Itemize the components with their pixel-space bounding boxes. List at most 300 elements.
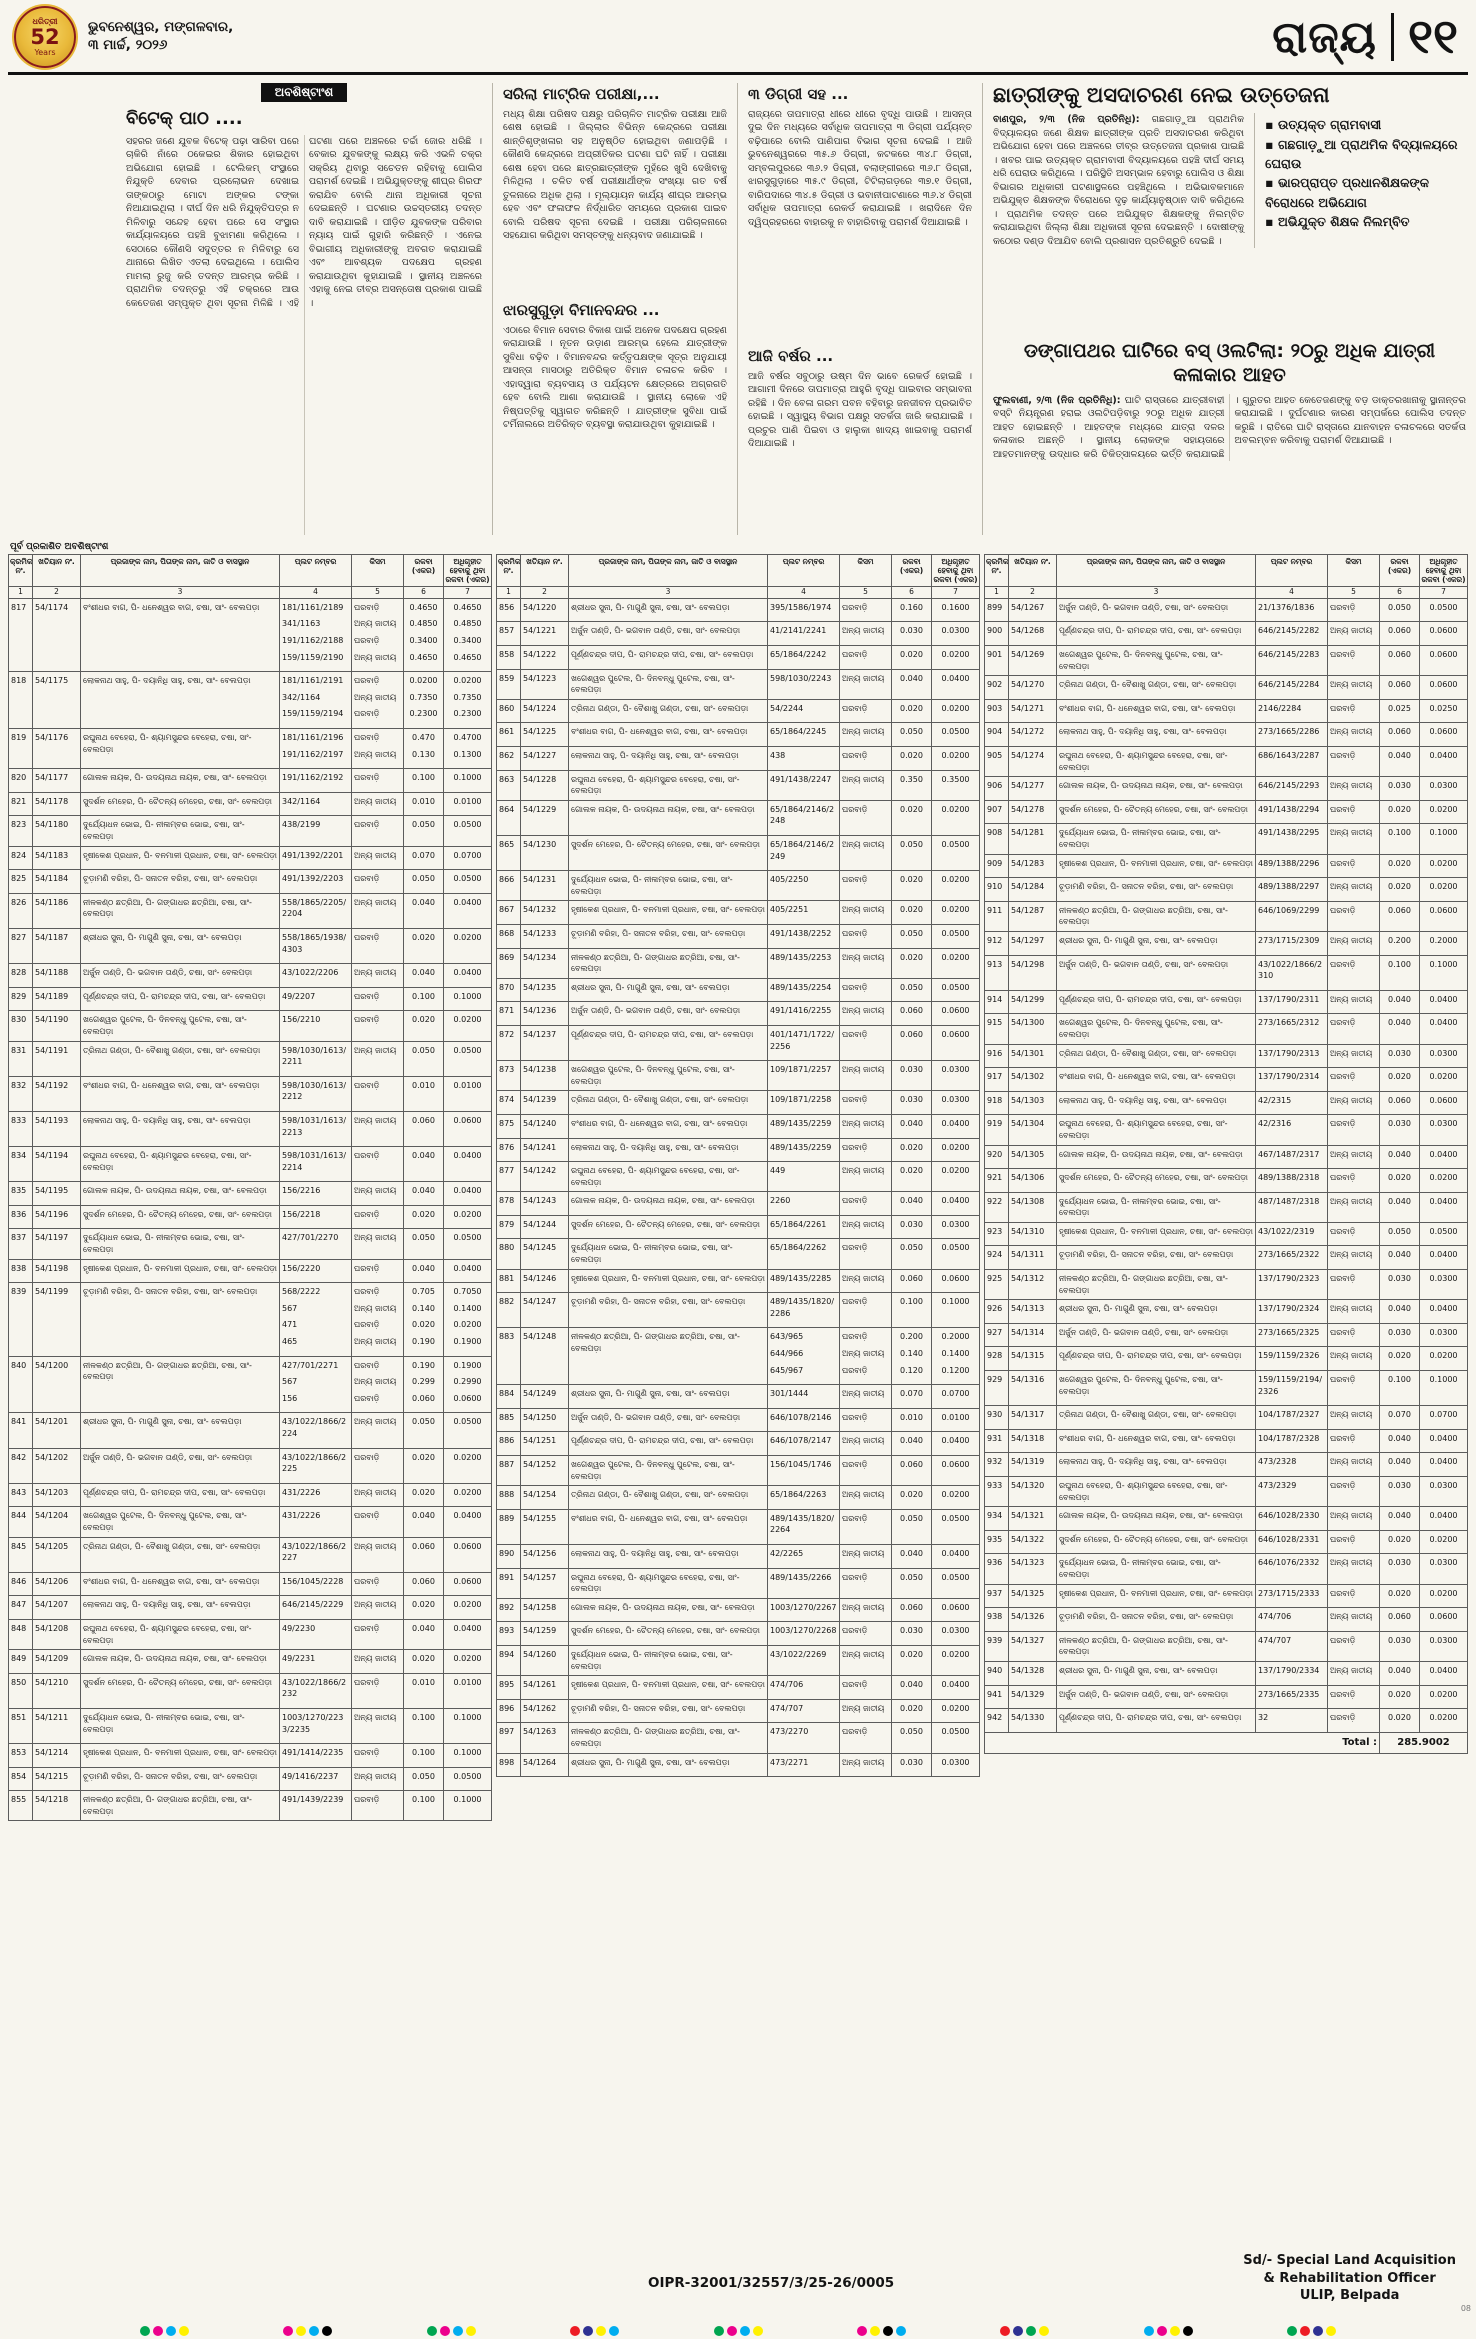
owner-name: ସୁଦର୍ଶନ ମେହେର, ପି- ଚୈତନ୍ୟ ମେହେର, ଚଷା, ସାଂ- ବେଲପଡ଼ା (81, 792, 280, 816)
acquired-area-acre: 0.0700 (444, 846, 492, 870)
owner-name: ଲୋକନାଥ ସାହୁ, ପି- ଦୟାନିଧି ସାହୁ, ଚଷା, ସାଂ- ବେଲପଡ଼ା (1057, 1091, 1256, 1115)
area-acre: 0.020 (404, 1011, 444, 1041)
owner-name: ତ୍ରିନାଥ ଗଣ୍ଡା, ପି- ବୈଶାଖୁ ଗଣ୍ଡା, ଚଷା, ସାଂ- ବେଲପଡ଼ା (569, 1486, 768, 1510)
serial-no: 933 (985, 1477, 1009, 1507)
serial-no: 845 (9, 1537, 33, 1572)
table-row (9, 1205, 492, 1229)
plot-no: 273/1665/2325 (1256, 1323, 1328, 1347)
khatiyan-no: 54/1304 (1009, 1115, 1057, 1145)
kisam: ଘରବାଡ଼ି (1328, 854, 1380, 878)
registration-dot-icon (1300, 2326, 1310, 2336)
area-acre: 0.100 (1380, 824, 1420, 854)
serial-no: 851 (9, 1708, 33, 1743)
owner-name: ଶ୍ରୀଧର ସୁନା, ପି- ମାଗୁଣି ସୁନା, ଚଷା, ସାଂ- ବେଲପଡ଼ା (81, 1413, 280, 1448)
plot-no: 1003/1270/2233/2235 (280, 1708, 352, 1743)
acquired-area-acre: 0.0400 (932, 1432, 980, 1456)
column-number: 7 (1420, 587, 1468, 599)
acquired-area-acre: 0.1600 (932, 598, 980, 622)
khatiyan-no: 54/1325 (1009, 1584, 1057, 1608)
khatiyan-no: 54/1249 (521, 1385, 569, 1409)
serial-no: 932 (985, 1453, 1009, 1477)
owner-name: ଶ୍ରୀଧର ସୁନା, ପି- ମାଗୁଣି ସୁନା, ଚଷା, ସାଂ- ବେଲପଡ଼ା (81, 928, 280, 963)
kisam: ଘରବାଡ଼ି (1328, 800, 1380, 824)
plot-no: 646/1069/2299 (1256, 901, 1328, 931)
area-acre: 0.4650 0.4850 0.3400 0.4650 (404, 598, 444, 671)
owner-name: ଚୂଡ଼ାମଣି ବରିହା, ପି- ସନାତନ ବରିହା, ଚଷା, ସାଂ- ବେଲପଡ଼ା (569, 1293, 768, 1328)
khatiyan-no: 54/1230 (521, 836, 569, 871)
acquired-area-acre: 0.0500 (444, 870, 492, 894)
table-row (9, 1259, 492, 1283)
area-acre: 0.030 (1380, 1115, 1420, 1145)
acquired-area-acre: 0.0600 (1420, 622, 1468, 646)
plot-no: 473/2271 (768, 1753, 840, 1777)
table-row (9, 1673, 492, 1708)
plot-no: 41/2141/2241 (768, 622, 840, 646)
registration-mark-group (714, 2326, 763, 2336)
column-number: 6 (404, 587, 444, 599)
area-acre: 0.160 (892, 598, 932, 622)
kisam: ଘରବାଡ଼ି (840, 598, 892, 622)
kisam: ଘରବାଡ଼ି (1328, 1068, 1380, 1092)
kisam: ଘରବାଡ଼ି (840, 646, 892, 670)
owner-name: ହୃଷୀକେଶ ପ୍ରଧାନ, ପି- ବନମାଳୀ ପ୍ରଧାନ, ଚଷା, ସାଂ- ବେଲପଡ଼ା (1057, 1222, 1256, 1246)
plot-no: 137/1790/2313 (1256, 1044, 1328, 1068)
plot-no: 191/1162/2192 (280, 769, 352, 793)
owner-name: ପୂର୍ଣ୍ଣଚନ୍ଦ୍ର ଦୀପ, ପି- ରାମଚନ୍ଦ୍ର ଦୀପ, ଚଷା, ସାଂ- ବେଲପଡ଼ା (1057, 1347, 1256, 1371)
owner-name: ରଘୁନାଥ ବେହେରା, ପି- ଶ୍ୟାମସୁନ୍ଦର ବେହେରା, ଚଷା, ସାଂ- ବେଲପଡ଼ା (1057, 747, 1256, 777)
serial-no: 927 (985, 1323, 1009, 1347)
registration-dot-icon (609, 2326, 619, 2336)
acquired-area-acre: 0.0400 (1420, 1246, 1468, 1270)
serial-no: 917 (985, 1068, 1009, 1092)
serial-no: 872 (497, 1025, 521, 1060)
kisam: ଅନ୍ୟ ଜାତୀୟ (1328, 1507, 1380, 1531)
article-matric-body: ମଧ୍ୟ ଶିକ୍ଷା ପରିଷଦ ପକ୍ଷରୁ ପରିଚାଳିତ ମାଟ୍ରିକ ପରୀକ୍ଷା ଆଜି ଶେଷ ହୋଇଛି । ଜିଲ୍ଲାର ବିଭିନ୍ନ କେନ୍ଦ୍ରରେ ପରୀକ୍ଷା ଶାନ୍ତିଶୃଙ୍ଖଳାର ସହ ଅନୁଷ୍ଠିତ ହୋଇଥିବା ଜଣାପଡ଼ିଛି । କୌଣସି କେନ୍ଦ୍ରରେ ଅପ୍ରୀତିକର ଘଟଣା ଘଟି ନାହିଁ । ପରୀକ୍ଷା ଶେଷ ହେବା ପରେ ଛାତ୍ରଛାତ୍ରୀଙ୍କ ମୁହଁରେ ଖୁସି ଦେଖିବାକୁ ମିଳିଥିଲା । ଚଳିତ ବର୍ଷ ପରୀକ୍ଷାର୍ଥୀଙ୍କ ସଂଖ୍ୟା ଗତ ବର୍ଷ ତୁଳନାରେ ଅଧିକ ଥିଲା । ମୂଲ୍ୟାୟନ କାର୍ଯ୍ୟ ଶୀଘ୍ର ଆରମ୍ଭ ହେବ ଏବଂ ଫଳାଫଳ ନିର୍ଦ୍ଧାରିତ ସମୟରେ ପ୍ରକାଶ ପାଇବ ବୋଲି ପରିଷଦ ସୂଚନା ଦେଇଛି । ପରୀକ୍ଷା ପରିଚାଳନାରେ ସହଯୋଗ କରିଥିବା ସମସ୍ତଙ୍କୁ ଧନ୍ୟବାଦ ଜଣାଯାଇଛି । (503, 109, 727, 242)
table-row (497, 978, 980, 1002)
kisam: ଅନ୍ୟ ଜାତୀୟ (1328, 1044, 1380, 1068)
table-row (497, 901, 980, 925)
registration-dot-icon (179, 2326, 189, 2336)
area-acre: 0.040 (1380, 747, 1420, 777)
acquired-area-acre: 0.0200 (932, 871, 980, 901)
serial-no: 863 (497, 770, 521, 800)
plot-no: 2146/2284 (1256, 699, 1328, 723)
kisam: ଘରବାଡ଼ି (840, 1239, 892, 1269)
acquired-area-acre: 0.0300 (1420, 1631, 1468, 1661)
area-acre: 0.040 (1380, 1429, 1420, 1453)
kisam: ଘରବାଡ଼ି (352, 1791, 404, 1821)
serial-no: 818 (9, 672, 33, 729)
table-row (497, 871, 980, 901)
area-acre: 0.020 (892, 948, 932, 978)
table-row (9, 1011, 492, 1041)
table-row (985, 854, 1468, 878)
column-number: 6 (1380, 587, 1420, 599)
table-row (985, 1371, 1468, 1406)
acquired-area-acre: 0.0600 (932, 1456, 980, 1486)
acquired-area-acre: 0.0100 (444, 1076, 492, 1111)
kisam: ଘରବାଡ଼ି (840, 1509, 892, 1544)
acquisition-table (984, 554, 1468, 1754)
table-row (497, 770, 980, 800)
area-acre: 0.020 (404, 1483, 444, 1507)
khatiyan-no: 54/1298 (1009, 955, 1057, 990)
plot-no: 467/1487/2317 (1256, 1145, 1328, 1169)
serial-no: 884 (497, 1385, 521, 1409)
kisam: ଅନ୍ୟ ଜାତୀୟ (840, 1269, 892, 1293)
kisam: ଅନ୍ୟ ଜାତୀୟ (352, 1596, 404, 1620)
kisam: ଘରବାଡ଼ି (1328, 1631, 1380, 1661)
print-marks (0, 2326, 1476, 2336)
serial-no: 906 (985, 777, 1009, 801)
area-acre: 0.060 (404, 1572, 444, 1596)
khatiyan-no: 54/1254 (521, 1486, 569, 1510)
serial-no: 902 (985, 676, 1009, 700)
plot-no: 43/1022/1866/2227 (280, 1537, 352, 1572)
table-row (985, 1145, 1468, 1169)
owner-name: ଦୁର୍ଯ୍ୟୋଧନ ଭୋଇ, ପି- ନୀଳାମ୍ବର ଭୋଇ, ଚଷା, ସାଂ- ବେଲପଡ଼ା (569, 1239, 768, 1269)
kisam: ଅନ୍ୟ ଜାତୀୟ (840, 1114, 892, 1138)
acquired-area-acre: 0.0700 (1420, 1406, 1468, 1430)
khatiyan-no: 54/1318 (1009, 1429, 1057, 1453)
serial-no: 832 (9, 1076, 33, 1111)
area-acre: 0.040 (404, 1619, 444, 1649)
acquired-area-acre: 0.0400 (1420, 1453, 1468, 1477)
area-acre: 0.020 (892, 800, 932, 835)
article-btech-body: ସହରର ଜଣେ ଯୁବକ ବିଟେକ୍ ପଢ଼ା ସାରିବା ପରେ ଚାକିରି ନାଁରେ ଠକେଇର ଶିକାର ହୋଇଥିବା ଅଭିଯୋଗ ହୋଇଛି । ଟେଲିକମ୍ ସଂସ୍ଥାରେ ନିଯୁକ୍ତି ଦେବାର ପ୍ରଲୋଭନ ଦେଖାଇ ତାଙ୍କଠାରୁ ମୋଟା ଅଙ୍କର ଟଙ୍କା ନିଆଯାଇଥିଲା । ଦୀର୍ଘ ଦିନ ଧରି ନିଯୁକ୍ତିପତ୍ର ନ ମିଳିବାରୁ ସନ୍ଦେହ ହେବା ପରେ ସେ ସଂସ୍ଥାର କାର୍ଯ୍ୟାଳୟରେ ପହଞ୍ଚି ବୁଝାମଣା କରିଥିଲେ । ସେଠାରେ କୌଣସି ସଦୁତ୍ତର ନ ମିଳିବାରୁ ସେ ଥାନାରେ ଲିଖିତ ଏତଲା ଦେଇଥିଲେ । ପୋଲିସ ମାମଲା ରୁଜୁ କରି ତଦନ୍ତ ଆରମ୍ଭ କରିଛି । ପ୍ରାଥମିକ ତଦନ୍ତରୁ ଏହି ଚକ୍ରରେ ଆଉ କେତେଜଣ ସମ୍ପୃକ୍ତ ଥିବା ସୂଚନା ମିଳିଛି । ଏହି ଘଟଣା ପରେ ଅଞ୍ଚଳରେ ଚର୍ଚ୍ଚା ଜୋର ଧରିଛି । ବେକାର ଯୁବକଙ୍କୁ ଲକ୍ଷ୍ୟ କରି ଏଭଳି ଚକ୍ର ସକ୍ରିୟ ଥିବାରୁ ସଚେତନ ରହିବାକୁ ପୋଲିସ ପରାମର୍ଶ ଦେଇଛି । ଅଭିଯୁକ୍ତଙ୍କୁ ଶୀଘ୍ର ଗିରଫ କରାଯିବ ବୋଲି ଥାନା ଅଧିକାରୀ ସୂଚନା ଦେଇଛନ୍ତି । ଘଟଣାର ଉଚ୍ଚସ୍ତରୀୟ ତଦନ୍ତ ଦାବି କରାଯାଇଛି । ପୀଡ଼ିତ ଯୁବକଙ୍କ ପରିବାର ନ୍ୟାୟ ପାଇଁ ଗୁହାରି କରିଛନ୍ତି । ଏନେଇ ବିଭାଗୀୟ ଅଧିକାରୀଙ୍କୁ ଅବଗତ କରାଯାଇଛି ଏବଂ ଆବଶ୍ୟକ ପଦକ୍ଷେପ ଗ୍ରହଣ କରାଯାଉଥିବା କୁହାଯାଇଛି । ସ୍ଥାନୀୟ ଅଞ୍ଚଳରେ ଏହାକୁ ନେଇ ତୀବ୍ର ଅସନ୍ତୋଷ ପ୍ରକାଶ ପାଇଛି । (126, 136, 482, 309)
kisam: ଅନ୍ୟ ଜାତୀୟ (1328, 1347, 1380, 1371)
column-number: 2 (521, 587, 569, 599)
area-acre: 0.020 (404, 1448, 444, 1483)
area-acre: 0.030 (892, 1061, 932, 1091)
acquired-area-acre: 0.0400 (444, 1182, 492, 1206)
plot-no: 489/1435/1820/2286 (768, 1293, 840, 1328)
serial-no: 854 (9, 1767, 33, 1791)
table-row (985, 676, 1468, 700)
registration-dot-icon (896, 2326, 906, 2336)
plot-no: 598/1031/1613/2214 (280, 1147, 352, 1182)
owner-name: ରଘୁନାଥ ବେହେରା, ପି- ଶ୍ୟାମସୁନ୍ଦର ବେହେରା, ଚଷା, ସାଂ- ବେଲପଡ଼ା (1057, 1477, 1256, 1507)
column-header: ଖତିୟାନ ନଂ. (521, 555, 569, 587)
student-bullet-list (1265, 115, 1466, 231)
acquired-area-acre: 0.0400 (444, 1259, 492, 1283)
plot-no: 65/1864/2261 (768, 1215, 840, 1239)
plot-no: 438 (768, 747, 840, 771)
owner-name: ଗୋଲକ ନାୟକ, ପି- ଉଦୟନାଥ ନାୟକ, ଚଷା, ସାଂ- ବେଲପଡ଼ା (1057, 777, 1256, 801)
kisam: ଘରବାଡ଼ି (1328, 1584, 1380, 1608)
owner-name: ଶ୍ରୀଧର ସୁନା, ପି- ମାଗୁଣି ସୁନା, ଚଷା, ସାଂ- ବେଲପଡ଼ା (569, 978, 768, 1002)
serial-no: 864 (497, 800, 521, 835)
plot-no: 598/1030/1613/2211 (280, 1041, 352, 1076)
owner-name: ଚୂଡ଼ାମଣି ବରିହା, ପି- ସନାତନ ବରିହା, ଚଷା, ସାଂ- ବେଲପଡ଼ା (569, 924, 768, 948)
plot-no: 65/1864/2242 (768, 646, 840, 670)
plot-no: 598/1031/1613/2213 (280, 1111, 352, 1146)
kisam: ଅନ୍ୟ ଜାତୀୟ (1328, 622, 1380, 646)
table-row (985, 1014, 1468, 1044)
khatiyan-no: 54/1300 (1009, 1014, 1057, 1044)
khatiyan-no: 54/1283 (1009, 854, 1057, 878)
acquired-area-acre: 0.0200 (444, 1596, 492, 1620)
serial-no: 836 (9, 1205, 33, 1229)
area-acre: 0.040 (892, 669, 932, 699)
khatiyan-no: 54/1246 (521, 1269, 569, 1293)
serial-no: 935 (985, 1530, 1009, 1554)
table-row (9, 1283, 492, 1356)
kisam: ଘରବାଡ଼ି (352, 870, 404, 894)
area-acre: 0.030 (892, 622, 932, 646)
kisam: ଘରବାଡ଼ି (1328, 747, 1380, 777)
owner-name: ତ୍ରିନାଥ ଗଣ୍ଡା, ପି- ବୈଶାଖୁ ଗଣ୍ଡା, ଚଷା, ସାଂ- ବେଲପଡ଼ା (1057, 676, 1256, 700)
khatiyan-no: 54/1243 (521, 1192, 569, 1216)
area-acre: 0.060 (892, 1002, 932, 1026)
left-margin-space (10, 83, 116, 535)
area-acre: 0.030 (1380, 1323, 1420, 1347)
area-acre: 0.070 (892, 1385, 932, 1409)
table-row (497, 1269, 980, 1293)
kisam: ଅନ୍ୟ ଜାତୀୟ (840, 1598, 892, 1622)
plot-no: 473/2328 (1256, 1453, 1328, 1477)
area-acre: 0.020 (892, 699, 932, 723)
kisam: ଅନ୍ୟ ଜାତୀୟ (840, 901, 892, 925)
plot-no: 598/1030/2243 (768, 669, 840, 699)
table-row (985, 1507, 1468, 1531)
khatiyan-no: 54/1196 (33, 1205, 81, 1229)
acquired-area-acre: 0.0600 (1420, 1091, 1468, 1115)
area-acre: 0.040 (404, 1507, 444, 1537)
serial-no: 827 (9, 928, 33, 963)
kisam: ଅନ୍ୟ ଜାତୀୟ (1328, 676, 1380, 700)
article-matric (503, 83, 727, 291)
kisam: ଘରବାଡ଼ି (1328, 598, 1380, 622)
plot-no: 474/707 (768, 1699, 840, 1723)
serial-no: 925 (985, 1270, 1009, 1300)
serial-no: 913 (985, 955, 1009, 990)
serial-no: 875 (497, 1114, 521, 1138)
column-header: ଅଧିଗୃହୀତ ହେବାକୁ ଥିବା ରକବା (ଏକର) (444, 555, 492, 587)
column-number: 4 (280, 587, 352, 599)
acquired-area-acre: 0.0200 (444, 1448, 492, 1483)
plot-no: 137/1790/2323 (1256, 1270, 1328, 1300)
khatiyan-no: 54/1180 (33, 816, 81, 846)
table-row (497, 1293, 980, 1328)
article-airport-body: ଏଠାରେ ବିମାନ ସେବାର ବିକାଶ ପାଇଁ ଅନେକ ପଦକ୍ଷେପ ଗ୍ରହଣ କରାଯାଉଛି । ନୂତନ ଉଡ଼ାଣ ଆରମ୍ଭ ହେଲେ ଯାତ୍ରୀଙ୍କ ସୁବିଧା ବଢ଼ିବ । ବିମାନବନ୍ଦର କର୍ତ୍ତୃପକ୍ଷଙ୍କ ସୂତ୍ର ଅନୁଯାୟୀ ଆସନ୍ତା ମାସଠାରୁ ଅତିରିକ୍ତ ବିମାନ ଚଳାଚଳ କରିବ । ଏହାଦ୍ୱାରା ବ୍ୟବସାୟ ଓ ପର୍ଯ୍ୟଟନ କ୍ଷେତ୍ରରେ ଅଗ୍ରଗତି ହେବ ବୋଲି ଆଶା କରାଯାଉଛି । ସ୍ଥାନୀୟ ଲୋକେ ଏହି ନିଷ୍ପତ୍ତିକୁ ସ୍ୱାଗତ କରିଛନ୍ତି । ଯାତ୍ରୀଙ୍କ ସୁବିଧା ପାଇଁ ଟର୍ମିନାଲରେ ଅତିରିକ୍ତ ବ୍ୟବସ୍ଥା କରାଯାଉଥିବା କୁହାଯାଇଛି । (503, 325, 727, 431)
acquired-area-acre: 0.0400 (1420, 1300, 1468, 1324)
khatiyan-no: 54/1221 (521, 622, 569, 646)
khatiyan-no: 54/1250 (521, 1408, 569, 1432)
acquired-area-acre: 0.2000 0.1400 0.1200 (932, 1328, 980, 1385)
khatiyan-no: 54/1317 (1009, 1406, 1057, 1430)
table-row (985, 1300, 1468, 1324)
article-student-body: ଗଛଗାଡ଼ୁଆ ପ୍ରାଥମିକ ବିଦ୍ୟାଳୟର ଜଣେ ଶିକ୍ଷକ ଛାତ୍ରୀଙ୍କ ପ୍ରତି ଅସଦାଚରଣ କରିଥିବା ଅଭିଯୋଗ ହେବା ପରେ ଅଞ୍ଚଳରେ ତୀବ୍ର ଉତ୍ତେଜନା ପ୍ରକାଶ ପାଇଛି । ଖବର ପାଇ ଉତ୍ୟକ୍ତ ଗ୍ରାମବାସୀ ବିଦ୍ୟାଳୟରେ ପହଞ୍ଚି ଦୀର୍ଘ ସମୟ ଧରି ଘେରାଉ କରିଥିଲେ । ପରିସ୍ଥିତି ଅସମ୍ଭାଳ ହେବାରୁ ପୋଲିସ ଓ ଶିକ୍ଷା ବିଭାଗର ଅଧିକାରୀ ଘଟଣାସ୍ଥଳରେ ପହଞ୍ଚିଥିଲେ । ଅଭିଭାବକମାନେ ଅଭିଯୁକ୍ତ ଶିକ୍ଷକଙ୍କ ବିରୋଧରେ ଦୃଢ଼ କାର୍ଯ୍ୟାନୁଷ୍ଠାନ ଦାବି କରିଥିଲେ । ପ୍ରାଥମିକ ତଦନ୍ତ ପରେ ଅଭିଯୁକ୍ତ ଶିକ୍ଷକଙ୍କୁ ନିଲମ୍ବିତ କରାଯାଇଥିବା ଜିଲ୍ଲା ଶିକ୍ଷା ଅଧିକାରୀ ସୂଚନା ଦେଇଛନ୍ତି । ଦୋଷୀଙ୍କୁ କଠୋର ଦଣ୍ଡ ଦିଆଯିବ ବୋଲି ପ୍ରଶାସନ ପ୍ରତିଶ୍ରୁତି ଦେଇଛି । (993, 114, 1245, 247)
kisam: ଅନ୍ୟ ଜାତୀୟ (1328, 990, 1380, 1014)
table-row (9, 964, 492, 988)
acquired-area-acre: 0.0500 (932, 1239, 980, 1269)
khatiyan-no: 54/1234 (521, 948, 569, 978)
acquired-area-acre: 0.0400 (932, 1544, 980, 1568)
khatiyan-no: 54/1252 (521, 1456, 569, 1486)
khatiyan-no: 54/1251 (521, 1432, 569, 1456)
acquired-area-acre: 0.0100 (444, 1673, 492, 1708)
table-row (985, 901, 1468, 931)
table-row (497, 669, 980, 699)
kisam: ଘରବାଡ଼ି (352, 1448, 404, 1483)
serial-no: 838 (9, 1259, 33, 1283)
kisam: ଅନ୍ୟ ଜାତୀୟ (352, 893, 404, 928)
owner-name: ରଘୁନାଥ ବେହେରା, ପି- ଶ୍ୟାମସୁନ୍ଦର ବେହେରା, ଚଷା, ସାଂ- ବେଲପଡ଼ା (569, 1162, 768, 1192)
khatiyan-no: 54/1270 (1009, 676, 1057, 700)
owner-name: ଚୂଡ଼ାମଣି ବରିହା, ପି- ସନାତନ ବରିହା, ଚଷା, ସାଂ- ବେଲପଡ଼ା (81, 1283, 280, 1356)
acquired-area-acre: 0.1000 (444, 1708, 492, 1743)
column-number: 1 (497, 587, 521, 599)
acquired-area-acre: 0.1000 (444, 769, 492, 793)
khatiyan-no: 54/1274 (1009, 747, 1057, 777)
owner-name: ଦୁର୍ଯ୍ୟୋଧନ ଭୋଇ, ପି- ନୀଳାମ୍ବର ଭୋଇ, ଚଷା, ସାଂ- ବେଲପଡ଼ା (1057, 824, 1256, 854)
area-acre: 0.060 (1380, 646, 1420, 676)
registration-mark-group (283, 2326, 332, 2336)
khatiyan-no: 54/1214 (33, 1744, 81, 1768)
serial-no: 911 (985, 901, 1009, 931)
table-row (9, 1229, 492, 1259)
area-acre: 0.040 (1380, 1661, 1420, 1685)
table-row (985, 1530, 1468, 1554)
plot-no: 43/1022/1866/2224 (280, 1413, 352, 1448)
serial-no: 929 (985, 1371, 1009, 1406)
acquired-area-acre: 0.0400 (1420, 747, 1468, 777)
area-acre: 0.020 (892, 1138, 932, 1162)
serial-no: 833 (9, 1111, 33, 1146)
area-acre: 0.060 (1380, 723, 1420, 747)
table-row (497, 924, 980, 948)
plot-no: 395/1586/1974 (768, 598, 840, 622)
area-acre: 0.050 (892, 1509, 932, 1544)
column-header: ପ୍ରଜାଙ୍କ ନାମ, ପିତାଙ୍କ ନାମ, ଜାତି ଓ ବାସସ୍ଥାନ (1057, 555, 1256, 587)
acquired-area-acre: 0.0300 (932, 1215, 980, 1239)
owner-name: ନୀଳକଣ୍ଠ ଛତ୍ରିଆ, ପି- ଗଙ୍ଗାଧର ଛତ୍ରିଆ, ଚଷା, ସାଂ- ବେଲପଡ଼ା (569, 948, 768, 978)
acquired-area-acre: 0.0200 (1420, 1068, 1468, 1092)
area-acre: 0.040 (1380, 1192, 1420, 1222)
plot-no: 558/1865/2205/2204 (280, 893, 352, 928)
plot-no: 273/1665/2312 (1256, 1014, 1328, 1044)
kisam: ଅନ୍ୟ ଜାତୀୟ (840, 1544, 892, 1568)
acquired-area-acre: 0.0200 (932, 901, 980, 925)
kisam: ଘରବାଡ଼ି (1328, 1169, 1380, 1193)
table-row (497, 699, 980, 723)
kisam: ଘରବାଡ଼ି (1328, 1115, 1380, 1145)
serial-no: 848 (9, 1619, 33, 1649)
area-acre: 0.100 (892, 1293, 932, 1328)
acquired-area-acre: 0.1900 0.2990 0.0600 (444, 1356, 492, 1413)
registration-dot-icon (1000, 2326, 1010, 2336)
area-acre: 0.020 (1380, 1068, 1420, 1092)
acquired-area-acre: 0.0300 (932, 1753, 980, 1777)
registration-mark-group (1000, 2326, 1049, 2336)
table-row (497, 1215, 980, 1239)
owner-name: ଲୋକନାଥ ସାହୁ, ପି- ଦୟାନିଧି ସାହୁ, ଚଷା, ସାଂ- ବେଲପଡ଼ା (569, 747, 768, 771)
plot-no: 65/1864/2245 (768, 723, 840, 747)
owner-name: ରଘୁନାଥ ବେହେରା, ପି- ଶ୍ୟାମସୁନ୍ଦର ବେହେରା, ଚଷା, ସାଂ- ବେଲପଡ଼ା (81, 729, 280, 769)
table-row (985, 824, 1468, 854)
acquired-area-acre: 0.0200 (1420, 1709, 1468, 1733)
kisam: ଅନ୍ୟ ଜାତୀୟ (352, 792, 404, 816)
serial-no: 934 (985, 1507, 1009, 1531)
owner-name: ଦୁର୍ଯ୍ୟୋଧନ ଭୋଇ, ପି- ନୀଳାମ୍ବର ଭୋଇ, ଚଷା, ସାଂ- ବେଲପଡ଼ା (1057, 1554, 1256, 1584)
table-row (497, 622, 980, 646)
khatiyan-no: 54/1215 (33, 1767, 81, 1791)
acquired-area-acre: 0.0600 (932, 1025, 980, 1060)
area-acre: 0.010 (892, 1408, 932, 1432)
owner-name: ଚୂଡ଼ାମଣି ବରିହା, ପି- ସନାତନ ବରିହା, ଚଷା, ସାଂ- ବେଲପଡ଼ା (1057, 878, 1256, 902)
table-row (9, 846, 492, 870)
kisam: ଘରବାଡ଼ି (1328, 1685, 1380, 1709)
table-row (497, 646, 980, 670)
article-bus-headline: ଡଙ୍ଗାପଥର ଘାଟିରେ ବସ୍ ଓଲଟିଲା: ୨୦ରୁ ଅଧିକ ଯାତ୍ରୀ କଳାକାର ଆହତ (1023, 340, 1436, 387)
khatiyan-no: 54/1176 (33, 729, 81, 769)
article-btech (126, 83, 482, 535)
area-acre: 0.050 (892, 836, 932, 871)
owner-name: ଲୋକନାଥ ସାହୁ, ପି- ଦୟାନିଧି ସାହୁ, ଚଷା, ସାଂ- ବେଲପଡ଼ା (1057, 1453, 1256, 1477)
kisam: ଅନ୍ୟ ଜାତୀୟ (352, 1111, 404, 1146)
plot-no: 491/1392/2201 (280, 846, 352, 870)
kisam: ଘରବାଡ଼ି (352, 1673, 404, 1708)
table-row (9, 598, 492, 671)
acquired-area-acre: 0.0400 (1420, 1661, 1468, 1685)
owner-name: ନୀଳକଣ୍ଠ ଛତ୍ରିଆ, ପି- ଗଙ୍ଗାଧର ଛତ୍ରିଆ, ଚଷା, ସାଂ- ବେଲପଡ଼ା (569, 1723, 768, 1753)
kisam: ଅନ୍ୟ ଜାତୀୟ (840, 1753, 892, 1777)
registration-dot-icon (727, 2326, 737, 2336)
plot-no: 181/1161/2189 341/1163 191/1162/2188 159/1159/2190 (280, 598, 352, 671)
registration-dot-icon (1144, 2326, 1154, 2336)
table-row (985, 1347, 1468, 1371)
area-acre: 0.020 (892, 1486, 932, 1510)
serial-no: 915 (985, 1014, 1009, 1044)
acquired-area-acre: 0.1000 (444, 987, 492, 1011)
kisam: ଘରବାଡ଼ି (840, 1138, 892, 1162)
acquired-area-acre: 0.0600 (1420, 901, 1468, 931)
khatiyan-no: 54/1224 (521, 699, 569, 723)
area-acre: 0.200 0.140 0.120 (892, 1328, 932, 1385)
owner-name: ବଂଶୀଧର ବାଗ, ପି- ଧନେଶ୍ୱର ବାଗ, ଚଷା, ସାଂ- ବେଲପଡ଼ା (1057, 1068, 1256, 1092)
area-acre: 0.040 (892, 1432, 932, 1456)
table-row (9, 1356, 492, 1413)
table-row (985, 747, 1468, 777)
owner-name: ଖଗେଶ୍ୱର ପୁଟେଲ, ପି- ଦିନବନ୍ଧୁ ପୁଟେଲ, ଚଷା, ସାଂ- ବେଲପଡ଼ା (1057, 1371, 1256, 1406)
serial-no: 844 (9, 1507, 33, 1537)
table-row (985, 1608, 1468, 1632)
bullet-item: ▪ ଉତ୍ୟକ୍ତ ଗ୍ରାମବାସୀ (1265, 115, 1466, 134)
page-number: ୧୧ (1407, 8, 1458, 65)
khatiyan-no: 54/1256 (521, 1544, 569, 1568)
table-row (497, 1192, 980, 1216)
table-row (497, 1328, 980, 1385)
acquired-area-acre: 0.0500 (932, 978, 980, 1002)
kisam: ଘରବାଡ଼ି ଅନ୍ୟ ଜାତୀୟ ଘରବାଡ଼ି ଅନ୍ୟ ଜାତୀୟ (352, 598, 404, 671)
kisam: ଅନ୍ୟ ଜାତୀୟ (840, 1385, 892, 1409)
khatiyan-no: 54/1259 (521, 1622, 569, 1646)
acquisition-table-left (8, 554, 492, 1821)
acquired-area-acre: 0.0200 (932, 646, 980, 670)
acquired-area-acre: 0.0400 (444, 1147, 492, 1182)
kisam: ଅନ୍ୟ ଜାତୀୟ (1328, 1246, 1380, 1270)
serial-no: 834 (9, 1147, 33, 1182)
kisam: ଅନ୍ୟ ଜାତୀୟ (352, 846, 404, 870)
area-acre: 0.050 (892, 1568, 932, 1598)
owner-name: ନୀଳକଣ୍ଠ ଛତ୍ରିଆ, ପି- ଗଙ୍ଗାଧର ଛତ୍ରିଆ, ଚଷା, ସାଂ- ବେଲପଡ଼ା (569, 1328, 768, 1385)
paper-name: ଧରିତ୍ରୀ (32, 16, 58, 26)
plot-no: 156/2218 (280, 1205, 352, 1229)
plot-no: 686/1643/2287 (1256, 747, 1328, 777)
acquired-area-acre: 0.0400 (1420, 1507, 1468, 1531)
khatiyan-no: 54/1305 (1009, 1145, 1057, 1169)
